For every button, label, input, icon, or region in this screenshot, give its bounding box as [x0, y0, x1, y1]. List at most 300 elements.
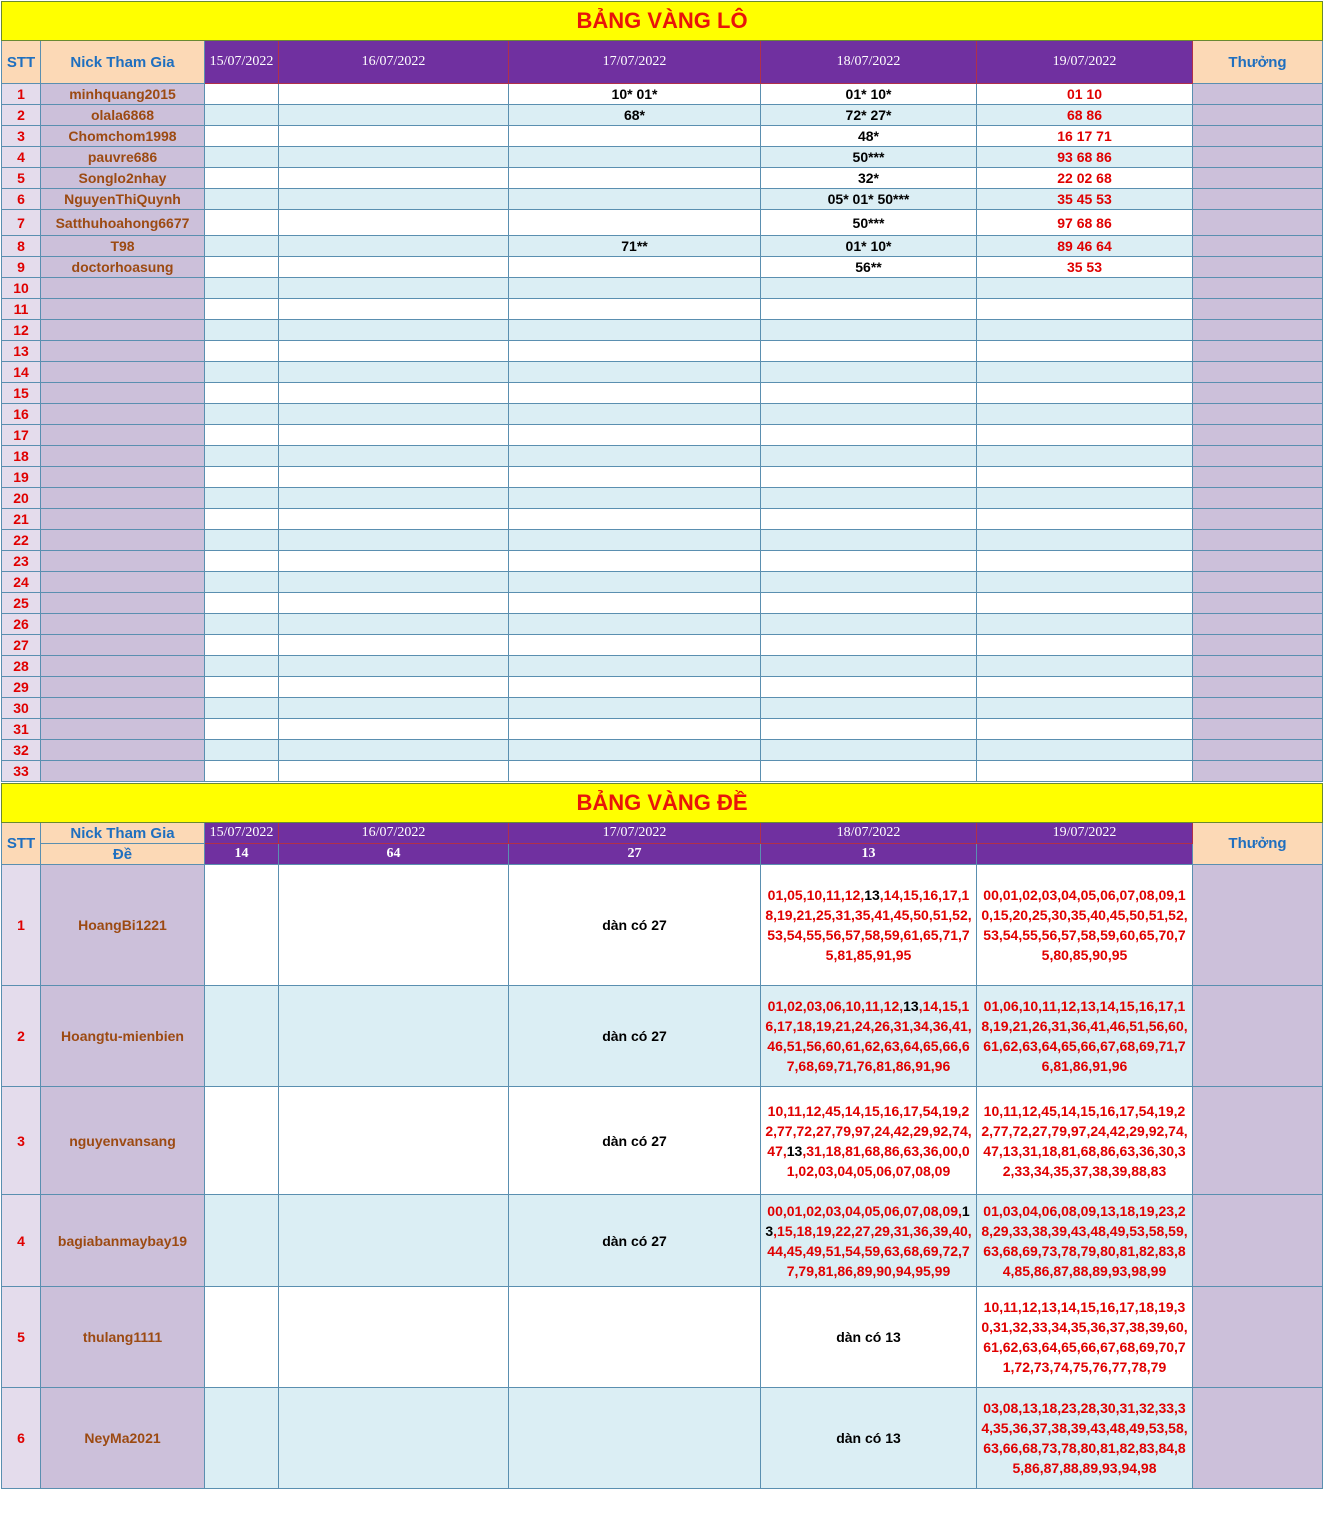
lo-cell	[205, 383, 279, 404]
lo-nick	[41, 425, 205, 446]
de-number-list: 00,01,02,03,04,05,06,07,08,09,10,15,20,25,30,35,40,45,50,51,52,53,54,55,56,57,58,59,60,65,70,75,80,85,90,95	[981, 887, 1188, 963]
lo-cell	[977, 299, 1193, 320]
lo-cell	[977, 677, 1193, 698]
de-number-segment: 10,11,12,45,14,15,16,17,54,19,22,77,72,27,79,97,24,42,29,92,74,47,	[765, 1102, 972, 1159]
de-cell	[761, 1388, 977, 1489]
lo-cell	[977, 551, 1193, 572]
page	[1, 1, 1322, 1489]
lo-stt: 32	[2, 740, 41, 761]
lo-row	[2, 740, 1323, 761]
lo-cell	[205, 761, 279, 782]
de-header-date: 18/07/2022	[761, 823, 977, 844]
lo-cell: 68 86	[977, 105, 1193, 126]
de-header-date: 16/07/2022	[279, 823, 509, 844]
lo-cell	[977, 320, 1193, 341]
lo-thuong-cell	[1193, 530, 1323, 551]
lo-cell	[205, 404, 279, 425]
lo-nick: minhquang2015	[41, 84, 205, 105]
lo-cell	[279, 614, 509, 635]
de-header-nick-sub: Đề	[41, 844, 205, 865]
lo-stt: 29	[2, 677, 41, 698]
lo-cell	[761, 467, 977, 488]
lo-cell	[279, 257, 509, 278]
lo-cell	[761, 530, 977, 551]
lo-cell	[205, 635, 279, 656]
lo-cell	[279, 656, 509, 677]
lo-thuong-cell	[1193, 341, 1323, 362]
lo-row	[2, 320, 1323, 341]
lo-row	[2, 383, 1323, 404]
lo-cell: 01* 10*	[761, 236, 977, 257]
lo-thuong-cell	[1193, 509, 1323, 530]
de-cell	[761, 1087, 977, 1195]
lo-nick	[41, 299, 205, 320]
lo-thuong-cell	[1193, 614, 1323, 635]
lo-stt: 16	[2, 404, 41, 425]
lo-nick	[41, 383, 205, 404]
lo-cell	[279, 84, 509, 105]
lo-cell: 10* 01*	[509, 84, 761, 105]
lo-cell	[761, 488, 977, 509]
lo-cell	[977, 635, 1193, 656]
de-result: 64	[279, 844, 509, 865]
de-header-date: 17/07/2022	[509, 823, 761, 844]
de-number-list	[761, 1201, 976, 1281]
lo-cell	[279, 210, 509, 236]
lo-cell	[509, 446, 761, 467]
lo-cell	[977, 509, 1193, 530]
lo-cell	[761, 362, 977, 383]
de-cell	[761, 1195, 977, 1287]
lo-cell	[279, 341, 509, 362]
lo-stt: 7	[2, 210, 41, 236]
lo-stt: 30	[2, 698, 41, 719]
lo-stt: 13	[2, 341, 41, 362]
de-number-list	[761, 1101, 976, 1181]
lo-cell	[509, 320, 761, 341]
lo-cell	[509, 677, 761, 698]
lo-cell	[205, 126, 279, 147]
lo-thuong-cell	[1193, 488, 1323, 509]
lo-cell: 35 45 53	[977, 189, 1193, 210]
lo-stt: 12	[2, 320, 41, 341]
lo-row	[2, 530, 1323, 551]
de-result: 13	[761, 844, 977, 865]
lo-cell	[977, 467, 1193, 488]
lo-cell	[509, 719, 761, 740]
lo-thuong-cell	[1193, 677, 1323, 698]
lo-row	[2, 147, 1323, 168]
lo-cell	[279, 383, 509, 404]
lo-cell	[509, 299, 761, 320]
lo-stt: 20	[2, 488, 41, 509]
lo-nick	[41, 320, 205, 341]
lo-nick	[41, 446, 205, 467]
de-nick: bagiabanmaybay19	[41, 1195, 205, 1287]
de-cell	[977, 1087, 1193, 1195]
lo-nick	[41, 698, 205, 719]
lo-nick	[41, 341, 205, 362]
lo-thuong-cell	[1193, 189, 1323, 210]
lo-cell	[279, 635, 509, 656]
lo-nick	[41, 509, 205, 530]
lo-cell	[205, 341, 279, 362]
lo-row	[2, 761, 1323, 782]
lo-cell: 01* 10*	[761, 84, 977, 105]
lo-table	[1, 1, 1323, 782]
lo-cell	[509, 593, 761, 614]
lo-thuong-cell	[1193, 446, 1323, 467]
lo-cell	[509, 147, 761, 168]
lo-cell	[977, 362, 1193, 383]
de-number-highlight: 13	[903, 998, 919, 1014]
lo-cell	[205, 105, 279, 126]
lo-cell	[205, 572, 279, 593]
de-thuong-cell	[1193, 986, 1323, 1087]
de-cell	[761, 1287, 977, 1388]
lo-cell	[279, 189, 509, 210]
lo-cell	[279, 362, 509, 383]
de-number-segment: 00,01,02,03,04,05,06,07,08,09,	[767, 1202, 962, 1219]
de-stt: 1	[2, 865, 41, 986]
lo-cell	[977, 446, 1193, 467]
lo-cell	[761, 278, 977, 299]
lo-row	[2, 593, 1323, 614]
lo-stt: 19	[2, 467, 41, 488]
lo-cell	[279, 488, 509, 509]
lo-thuong-cell	[1193, 320, 1323, 341]
de-cell: dàn có 27	[509, 865, 761, 986]
lo-cell	[761, 425, 977, 446]
lo-cell	[761, 614, 977, 635]
lo-cell	[977, 593, 1193, 614]
lo-stt: 5	[2, 168, 41, 189]
lo-cell	[509, 362, 761, 383]
lo-thuong-cell	[1193, 210, 1323, 236]
lo-row	[2, 210, 1323, 236]
lo-row	[2, 236, 1323, 257]
lo-cell	[279, 446, 509, 467]
de-row	[2, 986, 1323, 1087]
lo-cell	[761, 572, 977, 593]
lo-cell	[279, 320, 509, 341]
lo-cell	[279, 105, 509, 126]
lo-cell	[977, 614, 1193, 635]
lo-row	[2, 551, 1323, 572]
de-cell	[977, 1287, 1193, 1388]
de-nick: nguyenvansang	[41, 1087, 205, 1195]
de-cell	[279, 986, 509, 1087]
lo-cell	[205, 677, 279, 698]
de-number-segment: 01,05,10,11,12,	[767, 887, 865, 903]
lo-row	[2, 257, 1323, 278]
de-cell	[977, 865, 1193, 986]
de-nick: Hoangtu-mienbien	[41, 986, 205, 1087]
lo-cell	[205, 299, 279, 320]
lo-cell	[205, 210, 279, 236]
lo-stt: 8	[2, 236, 41, 257]
de-thuong-cell	[1193, 1087, 1323, 1195]
lo-cell	[279, 299, 509, 320]
lo-cell	[761, 446, 977, 467]
lo-thuong-cell	[1193, 572, 1323, 593]
lo-cell	[761, 320, 977, 341]
de-thuong-cell	[1193, 1195, 1323, 1287]
lo-stt: 4	[2, 147, 41, 168]
lo-stt: 23	[2, 551, 41, 572]
lo-cell	[761, 635, 977, 656]
lo-cell	[761, 677, 977, 698]
lo-row	[2, 488, 1323, 509]
lo-cell	[205, 320, 279, 341]
lo-stt: 26	[2, 614, 41, 635]
lo-row	[2, 425, 1323, 446]
de-cell-text: dàn có 13	[836, 1329, 901, 1345]
lo-cell	[279, 168, 509, 189]
lo-row	[2, 341, 1323, 362]
lo-cell: 56**	[761, 257, 977, 278]
lo-row	[2, 677, 1323, 698]
lo-thuong-cell	[1193, 147, 1323, 168]
lo-header-stt: STT	[2, 41, 41, 84]
de-stt: 4	[2, 1195, 41, 1287]
lo-row	[2, 614, 1323, 635]
lo-cell	[509, 425, 761, 446]
lo-cell: 22 02 68	[977, 168, 1193, 189]
lo-cell	[977, 572, 1193, 593]
lo-cell: 50***	[761, 147, 977, 168]
lo-header-date: 15/07/2022	[205, 41, 279, 84]
lo-cell	[205, 84, 279, 105]
lo-nick: Songlo2nhay	[41, 168, 205, 189]
lo-header-date: 18/07/2022	[761, 41, 977, 84]
lo-cell	[279, 719, 509, 740]
lo-cell	[761, 509, 977, 530]
lo-cell	[279, 236, 509, 257]
lo-cell	[977, 488, 1193, 509]
lo-cell	[509, 257, 761, 278]
lo-thuong-cell	[1193, 698, 1323, 719]
de-cell	[205, 1287, 279, 1388]
lo-cell	[509, 572, 761, 593]
lo-row	[2, 656, 1323, 677]
lo-thuong-cell	[1193, 126, 1323, 147]
lo-stt: 1	[2, 84, 41, 105]
lo-cell	[761, 656, 977, 677]
lo-row	[2, 278, 1323, 299]
lo-nick	[41, 572, 205, 593]
lo-nick	[41, 488, 205, 509]
lo-cell	[279, 761, 509, 782]
de-cell: dàn có 27	[509, 986, 761, 1087]
de-cell	[509, 1388, 761, 1489]
de-cell	[279, 1388, 509, 1489]
lo-stt: 24	[2, 572, 41, 593]
de-cell	[977, 1388, 1193, 1489]
de-number-segment: ,14,15,16,17,18,19,21,24,26,31,34,36,41,46,51,56,60,61,62,63,64,65,66,67,68,69,71,76,81,86,91,96	[765, 998, 972, 1074]
de-cell	[205, 865, 279, 986]
lo-row	[2, 189, 1323, 210]
lo-nick	[41, 677, 205, 698]
lo-nick: NguyenThiQuynh	[41, 189, 205, 210]
lo-cell	[761, 383, 977, 404]
lo-stt: 21	[2, 509, 41, 530]
de-nick: NeyMa2021	[41, 1388, 205, 1489]
lo-cell: 48*	[761, 126, 977, 147]
de-header-thuong: Thưởng	[1193, 823, 1323, 865]
lo-row	[2, 126, 1323, 147]
lo-cell	[279, 467, 509, 488]
lo-thuong-cell	[1193, 635, 1323, 656]
lo-cell	[509, 210, 761, 236]
lo-cell	[279, 530, 509, 551]
lo-row	[2, 572, 1323, 593]
lo-thuong-cell	[1193, 84, 1323, 105]
lo-row	[2, 404, 1323, 425]
lo-thuong-cell	[1193, 551, 1323, 572]
lo-cell: 71**	[509, 236, 761, 257]
de-number-segment: ,15,18,19,22,27,29,31,36,39,40,44,45,49,51,54,59,63,68,69,72,77,79,81,86,89,90,94,95,99	[767, 1222, 972, 1279]
lo-cell	[977, 341, 1193, 362]
lo-thuong-cell	[1193, 740, 1323, 761]
lo-cell	[761, 551, 977, 572]
lo-nick	[41, 362, 205, 383]
de-table	[1, 783, 1323, 1489]
lo-stt: 18	[2, 446, 41, 467]
lo-cell	[205, 614, 279, 635]
lo-stt: 9	[2, 257, 41, 278]
lo-cell	[205, 551, 279, 572]
lo-stt: 22	[2, 530, 41, 551]
lo-cell	[279, 404, 509, 425]
lo-cell	[509, 404, 761, 425]
lo-nick	[41, 719, 205, 740]
lo-stt: 25	[2, 593, 41, 614]
lo-cell	[977, 656, 1193, 677]
lo-header-date: 17/07/2022	[509, 41, 761, 84]
lo-thuong-cell	[1193, 593, 1323, 614]
lo-cell	[509, 635, 761, 656]
lo-cell	[761, 740, 977, 761]
de-stt: 6	[2, 1388, 41, 1489]
lo-cell	[205, 656, 279, 677]
lo-thuong-cell	[1193, 383, 1323, 404]
lo-cell	[761, 341, 977, 362]
lo-cell	[977, 698, 1193, 719]
lo-cell: 01 10	[977, 84, 1193, 105]
lo-cell	[205, 425, 279, 446]
lo-cell	[205, 362, 279, 383]
lo-stt: 11	[2, 299, 41, 320]
lo-row	[2, 168, 1323, 189]
lo-cell	[509, 530, 761, 551]
de-cell: dàn có 27	[509, 1087, 761, 1195]
lo-cell	[509, 488, 761, 509]
lo-nick: Satthuhoahong6677	[41, 210, 205, 236]
lo-cell	[509, 189, 761, 210]
lo-thuong-cell	[1193, 467, 1323, 488]
lo-cell	[761, 698, 977, 719]
lo-thuong-cell	[1193, 278, 1323, 299]
lo-cell	[761, 299, 977, 320]
lo-cell	[977, 404, 1193, 425]
lo-nick	[41, 404, 205, 425]
lo-cell	[279, 425, 509, 446]
lo-cell	[279, 572, 509, 593]
de-nick: thulang1111	[41, 1287, 205, 1388]
lo-cell	[977, 530, 1193, 551]
de-number-list: 10,11,12,13,14,15,16,17,18,19,30,31,32,33,34,35,36,37,38,39,60,61,62,63,64,65,66,67,68,69,70,71,72,73,74,75,76,77,78,79	[981, 1299, 1188, 1375]
lo-cell	[977, 761, 1193, 782]
lo-cell	[205, 189, 279, 210]
de-number-list: 10,11,12,45,14,15,16,17,54,19,22,77,72,27,79,97,24,42,29,92,74,47,13,31,18,81,68,86,63,36,30,32,33,34,35,37,38,39,88,83	[981, 1102, 1188, 1179]
de-row	[2, 865, 1323, 986]
lo-row	[2, 635, 1323, 656]
lo-nick	[41, 278, 205, 299]
lo-stt: 31	[2, 719, 41, 740]
lo-thuong-cell	[1193, 425, 1323, 446]
de-number-highlight: 13	[864, 887, 880, 903]
lo-row	[2, 509, 1323, 530]
lo-stt: 2	[2, 105, 41, 126]
de-cell: dàn có 27	[509, 1195, 761, 1287]
de-header-stt: STT	[2, 823, 41, 865]
de-cell	[279, 1287, 509, 1388]
de-thuong-cell	[1193, 1388, 1323, 1489]
lo-cell	[977, 719, 1193, 740]
lo-thuong-cell	[1193, 105, 1323, 126]
lo-cell	[977, 383, 1193, 404]
lo-nick	[41, 635, 205, 656]
lo-cell: 35 53	[977, 257, 1193, 278]
lo-cell	[509, 740, 761, 761]
de-cell-text: dàn có 13	[836, 1430, 901, 1446]
de-cell	[977, 986, 1193, 1087]
de-nick: HoangBi1221	[41, 865, 205, 986]
de-cell	[761, 865, 977, 986]
lo-row	[2, 719, 1323, 740]
lo-cell	[509, 467, 761, 488]
lo-cell	[279, 147, 509, 168]
lo-cell	[205, 488, 279, 509]
lo-cell	[279, 551, 509, 572]
lo-nick: Chomchom1998	[41, 126, 205, 147]
de-header-nick: Nick Tham Gia	[41, 823, 205, 844]
lo-cell	[509, 656, 761, 677]
de-number-segment: ,31,18,81,68,86,63,36,00,01,02,03,04,05,06,07,08,09	[786, 1142, 970, 1179]
lo-row	[2, 467, 1323, 488]
lo-stt: 3	[2, 126, 41, 147]
lo-row	[2, 362, 1323, 383]
lo-thuong-cell	[1193, 719, 1323, 740]
lo-cell	[205, 530, 279, 551]
lo-cell	[205, 719, 279, 740]
lo-thuong-cell	[1193, 761, 1323, 782]
lo-nick	[41, 593, 205, 614]
de-cell	[279, 1195, 509, 1287]
lo-nick: T98	[41, 236, 205, 257]
de-row	[2, 1388, 1323, 1489]
lo-cell	[509, 761, 761, 782]
lo-cell	[761, 761, 977, 782]
lo-nick	[41, 614, 205, 635]
lo-row	[2, 84, 1323, 105]
de-result: 27	[509, 844, 761, 865]
de-stt: 2	[2, 986, 41, 1087]
lo-cell: 50***	[761, 210, 977, 236]
lo-cell	[205, 467, 279, 488]
de-number-list: 01,06,10,11,12,13,14,15,16,17,18,19,21,26,31,36,41,46,51,56,60,61,62,63,64,65,66,67,68,69,71,76,81,86,91,96	[981, 998, 1188, 1074]
